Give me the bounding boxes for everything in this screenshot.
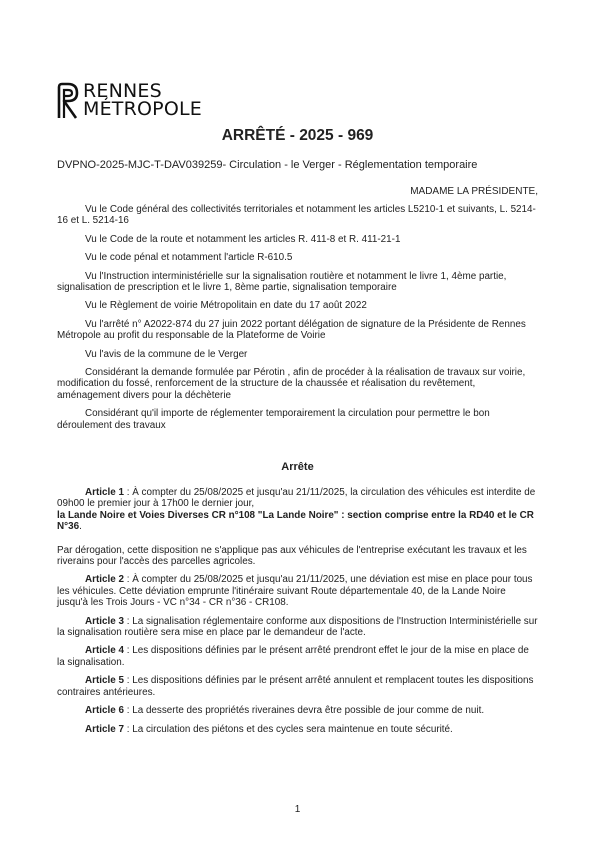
articles-block [57,487,539,735]
article-text: : Les dispositions définies par le présent arrêté prendront effet le jour de la mise en place de la signalisation. [57,645,529,668]
article-label: Article 1 [85,487,124,498]
article-label: Article 3 [85,615,124,627]
article-1 [57,487,539,533]
considerant-paragraph: Considérant la demande formulée par Pérotin , afin de procéder à la réalisation de travaux sur voirie, modification du fossé, renforcement de la structure de la chaussée et réalisation du revêtement, aménagement divers pour la déchèterie [57,367,526,401]
article-text: : La signalisation réglementaire conforme aux dispositions de l'Instruction Interministérielle sur la signalisation routière sera mise en place par le demandeur de l'acte. [57,615,538,639]
visa-paragraph: Vu l'arrêté n° A2022-874 du 27 juin 2022 portant délégation de signature de la Présidente de Rennes Métropole au profit du responsable de la Plateforme de Voirie [57,318,526,342]
article-label: Article 5 [85,675,124,687]
article-1-road-section: la Lande Noire et Voies Diverses CR n°108 "La Lande Noire" : section comprise entre la RD40 et le CR N°36 [57,509,534,533]
article-6 [57,705,539,716]
visa-paragraph: Vu l'Instruction interministérielle sur la signalisation routière et notamment le livre 1, 4ème partie, signalisation de prescription et le livre 1, 8ème partie, signalisation temporaire [57,270,507,294]
document-title: ARRÊTÉ - 2025 - 969 [221,127,374,144]
visa-paragraph: Vu l'avis de la commune de le Verger [85,348,248,360]
section-title-arrete: Arrête [281,461,314,473]
visas-block [57,204,539,431]
document-reference: DVPNO-2025-MJC-T-DAV039259- Circulation - le Verger - Réglementation temporaire [57,159,478,171]
visa-paragraph: Vu le Code général des collectivités territoriales et notamment les articles L5210-1 et suivants, L. 5214-16 et L. 5214-16 [57,204,536,227]
visa-paragraph: Vu le code pénal et notamment l'article R-610.5 [85,252,293,264]
article-text: : À compter du 25/08/2025 et jusqu'au 21/11/2025, la circulation des véhicules est interdite de 09h00 le premier jour à 17h00 le dernier jour, [57,487,536,510]
logo-line-1: RENNES [83,80,162,102]
article-2 [57,574,539,608]
article-3 [57,616,539,639]
article-label: Article 2 [85,574,124,586]
article-5 [57,675,539,698]
article-text: : À compter du 25/08/2025 et jusqu'au 21/11/2025, une déviation est mise en place pour tous les véhicules. Cette déviation emprunte l'itinéraire suivant Route départementale 40, de la Lande Noire jusqu'à les Trois Jours - VC n°34 - CR n°36 - CR108. [57,574,533,609]
article-4 [57,645,539,668]
rennes-metropole-logo-mark-icon [57,82,79,120]
derogation-paragraph: Par dérogation, cette disposition ne s'applique pas aux véhicules de l'entreprise exécutant les travaux et les riverains pour l'accès des parcelles agricoles. [57,544,527,568]
article-text: : Les dispositions définies par le présent arrêté annulent et remplacent toutes les dispositions contraires antérieures. [57,675,534,698]
article-text: : La circulation des piétons et des cycles sera maintenue en toute sécurité. [123,723,453,735]
rennes-metropole-logo [57,82,227,120]
visa-paragraph: Vu le Code de la route et notamment les articles R. 411-8 et R. 411-21-1 [85,233,401,245]
article-text: : La desserte des propriétés riveraines devra être possible de jour comme de nuit. [123,705,485,717]
article-7 [57,724,539,735]
considerant-paragraph: Considérant qu'il importe de réglementer temporairement la circulation pour permettre le bon déroulement des travaux [57,408,490,431]
article-label: Article 7 [85,723,124,735]
visa-paragraph: Vu le Règlement de voirie Métropolitain en date du 17 août 2022 [85,300,367,312]
logo-line-2: MÉTROPOLE [83,98,202,120]
article-label: Article 4 [85,645,124,657]
page-number: 1 [294,804,301,815]
article-label: Article 6 [85,705,124,717]
article-1-end: . [79,521,82,533]
salutation: MADAME LA PRÉSIDENTE, [410,186,538,197]
